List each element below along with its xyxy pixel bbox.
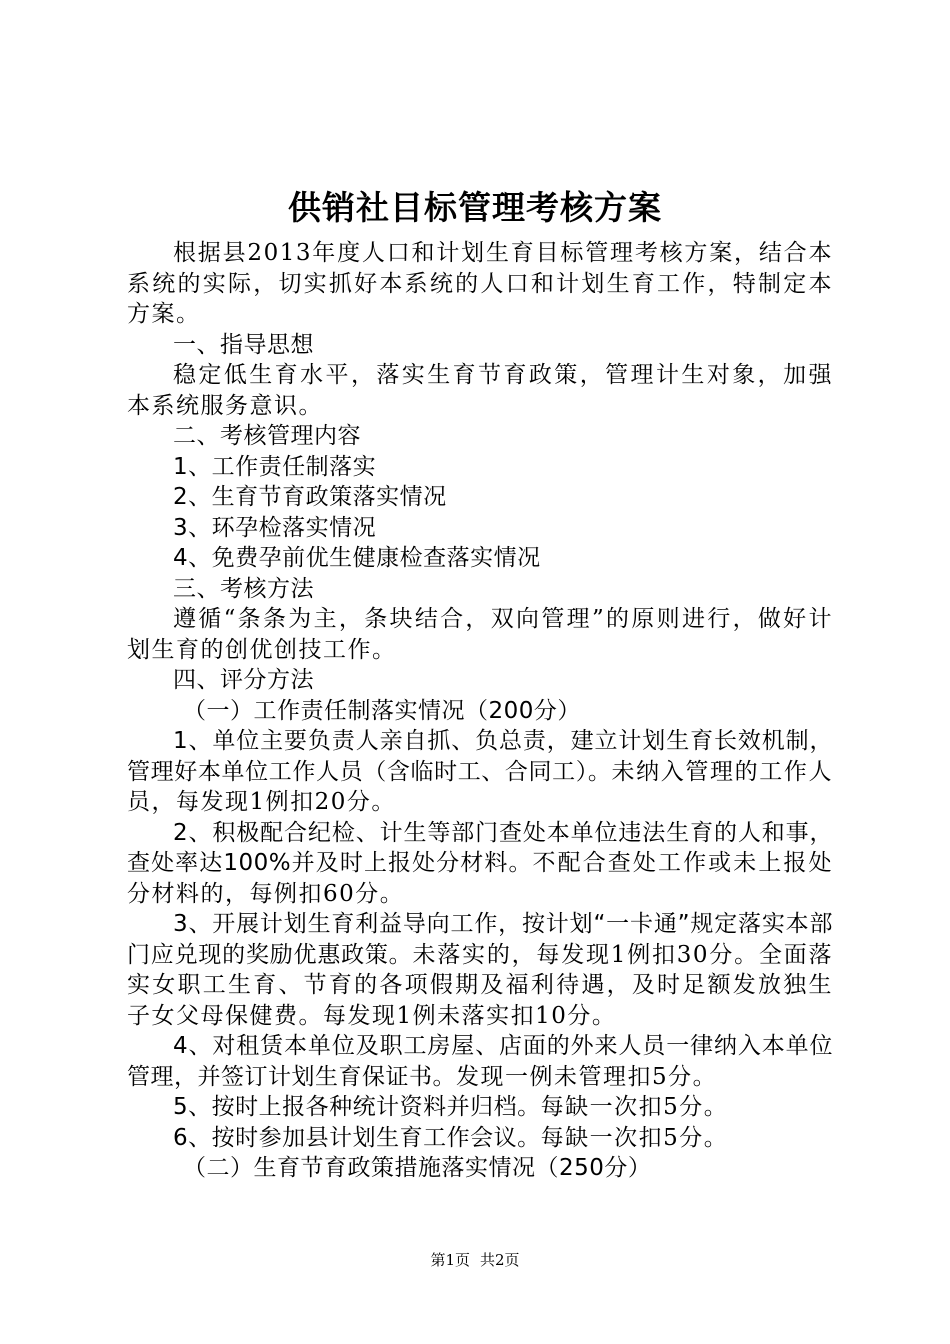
content-item-4: 4、免费孕前优生健康检查落实情况: [173, 545, 541, 571]
assessment-method-paragraph: 遵循“条条为主，条块结合，双向管理”的原则进行，做好计划生育的创优创技工作。: [127, 606, 833, 663]
scoring-item-tail: 发现一例未管理扣5分。: [456, 1063, 718, 1090]
guiding-idea-paragraph: 稳定低生育水平，落实生育节育政策，管理计生对象，加强本系统服务意识。: [127, 362, 833, 419]
scoring-item-lead: 3、开展计划生育利益导向工作，按计划“一卡通”规定落实本部门应兑现的奖励优惠政策。: [127, 911, 833, 968]
scoring-item-2: [127, 818, 833, 910]
page-total: 共2页: [480, 1251, 520, 1269]
scoring-item-tail: 每缺一次扣5分。: [540, 1124, 729, 1151]
content-item-3: 3、环孕检落实情况: [173, 514, 377, 541]
section-heading-scoring-method: 四、评分方法: [173, 667, 314, 693]
document-title: 供销社目标管理考核方案: [288, 188, 662, 227]
scoring-item-6: [127, 1123, 833, 1154]
content-item-2: 2、生育节育政策落实情况: [173, 484, 447, 510]
scoring-item-4: [127, 1031, 833, 1092]
scoring-item-lead: 1、单位主要负责人亲自抓、负总责，建立计划生育长效机制，管理好本单位工作人员（含临时工、合同工）。: [127, 728, 833, 785]
scoring-item-lead: 6、按时参加县计划生育工作会议。: [173, 1124, 541, 1151]
scoring-item-5: [127, 1092, 833, 1123]
document-body: [127, 238, 833, 1184]
scoring-item-1: [127, 726, 833, 818]
scoring-item-lead: 5、按时上报各种统计资料并归档。: [173, 1094, 541, 1120]
page-number: 第1页: [430, 1251, 470, 1269]
intro-paragraph: 根据县2013年度人口和计划生育目标管理考核方案，结合本系统的实际，切实抓好本系统的人口和计划生育工作，特制定本方案。: [127, 240, 833, 327]
page-footer: [0, 1250, 950, 1270]
scoring-item-lead: 2、积极配合纪检、计生等部门查处本单位违法生育的人和事，查处率达100%并及时上报处分材料。: [127, 819, 833, 876]
subsection-heading-policy: （二）生育节育政策措施落实情况（250分）: [183, 1155, 652, 1181]
scoring-item-lead: 4、对租赁本单位及职工房屋、店面的外来人员一律纳入本单位管理，并签订计划生育保证书。: [127, 1033, 833, 1090]
scoring-item-3: [127, 909, 833, 1031]
scoring-item-tail: 每缺一次扣5分。: [540, 1094, 729, 1120]
section-heading-assessment-method: 三、考核方法: [173, 575, 314, 602]
section-heading-assessment-content: 二、考核管理内容: [173, 423, 361, 449]
section-heading-guiding-idea: 一、指导思想: [173, 331, 314, 358]
subsection-heading-responsibility: （一）工作责任制落实情况（200分）: [183, 697, 581, 724]
content-item-1: 1、工作责任制落实: [173, 453, 377, 480]
scoring-item-tail: 未纳入管理的工作人员，每发现1例扣20分。: [127, 758, 834, 815]
scoring-item-tail: 不配合查处工作或未上报处分材料的，每例扣60分。: [127, 850, 833, 907]
scoring-item-tail: 未落实的，每发现1例扣30分。全面落实女职工生育、节育的各项假期及福利待遇，及时足额发放独生子女父母保健费。每发现1例未落实扣10分。: [127, 941, 833, 1029]
